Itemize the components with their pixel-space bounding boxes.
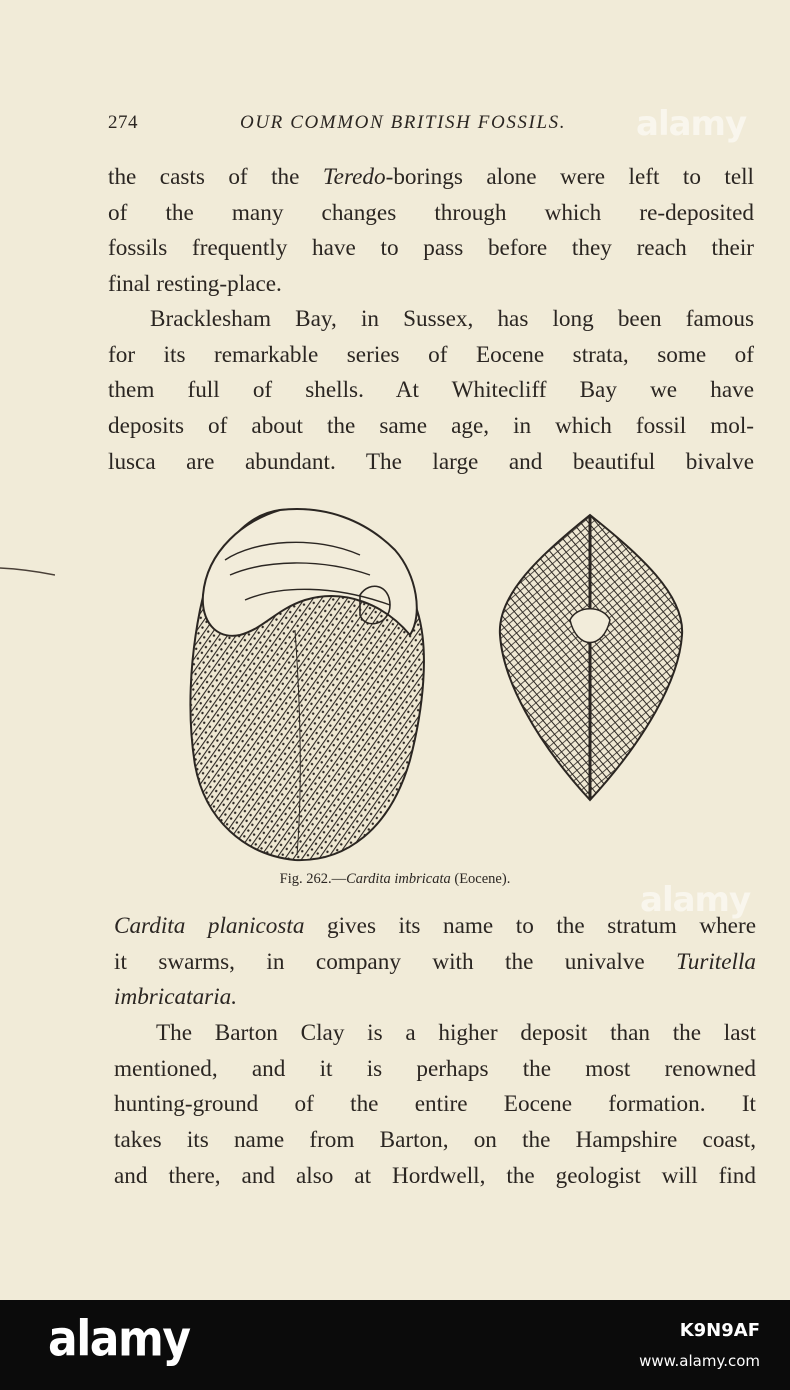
shell-front-view — [500, 515, 682, 800]
text-line: takes its name from Barton, on the Hampshire coast, — [114, 1127, 756, 1154]
paragraph-3 — [114, 909, 756, 1016]
text-run: -borings alone were left to tell — [385, 164, 754, 190]
paragraph-1 — [108, 160, 754, 303]
text-line — [108, 160, 754, 196]
text-line: for its remarkable series of Eocene strata, some of — [108, 341, 754, 368]
text-run: gives its name to the stratum where — [304, 913, 756, 939]
text-line: hunting-ground of the entire Eocene formation. It — [114, 1091, 756, 1118]
italic-term: Turitella — [676, 948, 756, 975]
paragraph-4 — [114, 1016, 756, 1194]
paragraph-2 — [108, 302, 754, 480]
italic-term: Teredo — [322, 164, 386, 190]
text-line: final resting-place. — [108, 271, 282, 298]
watermark-middle: alamy — [640, 880, 751, 920]
text-line: of the many changes through which re-deposited — [108, 199, 754, 226]
italic-term: Cardita planicosta — [114, 913, 305, 939]
site-url: www.alamy.com — [639, 1352, 760, 1370]
text-line: The Barton Clay is a higher deposit than the last — [156, 1020, 756, 1046]
watermark-top: alamy — [636, 104, 747, 144]
figure-caption — [0, 871, 790, 888]
running-head: OUR COMMON BRITISH FOSSILS. — [240, 112, 567, 133]
text-line — [114, 980, 756, 1016]
text-line: them full of shells. At Whitecliff Bay we have — [108, 377, 754, 404]
text-line: fossils frequently have to pass before they reach their — [108, 235, 754, 262]
stock-footer — [0, 1300, 790, 1390]
caption-prefix: Fig. 262.— — [279, 871, 347, 887]
text-run: it swarms, in company with the univalve — [114, 948, 677, 975]
text-line — [114, 909, 756, 945]
brand-logo: alamy — [48, 1310, 190, 1369]
page-number: 274 — [108, 112, 138, 133]
italic-term: imbricataria. — [114, 984, 238, 1011]
page-edge-mark — [0, 566, 55, 576]
text-line: lusca are abundant. The large and beautiful bivalve — [108, 448, 754, 475]
text-line — [114, 945, 756, 981]
text-run: the casts of the — [108, 164, 323, 190]
image-id: K9N9AF — [679, 1320, 760, 1341]
text-line: mentioned, and it is perhaps the most renowned — [114, 1055, 756, 1082]
caption-suffix: (Eocene). — [450, 871, 511, 887]
fossil-illustration — [185, 500, 705, 870]
text-line: and there, and also at Hordwell, the geologist will find — [114, 1162, 756, 1189]
caption-species: Cardita imbricata — [346, 871, 451, 887]
text-line: deposits of about the same age, in which fossil mol- — [108, 413, 754, 440]
text-line: Bracklesham Bay, in Sussex, has long been famous — [150, 306, 754, 332]
shell-side-view — [190, 509, 424, 860]
